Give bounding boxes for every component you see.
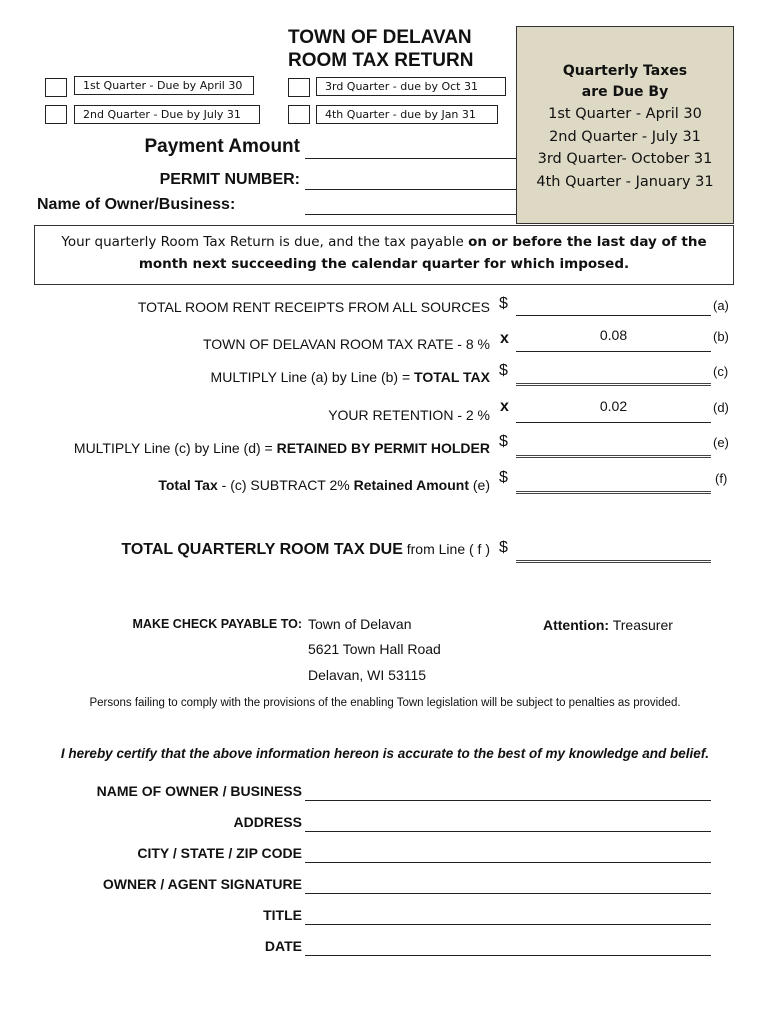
permit-number-label: PERMIT NUMBER: xyxy=(159,171,300,188)
sig-title-label: TITLE xyxy=(263,907,302,923)
notice-bold-2: month next succeeding the calendar quarter for which imposed. xyxy=(138,256,630,272)
line-c-letter: (c) xyxy=(713,364,729,379)
payable-street: 5621 Town Hall Road xyxy=(308,641,441,657)
line-b-value: 0.08 xyxy=(599,327,628,343)
q4-label: 4th Quarter - due by Jan 31 xyxy=(316,105,498,124)
q2-label: 2nd Quarter - Due by July 31 xyxy=(74,105,260,124)
q1-label: 1st Quarter - Due by April 30 xyxy=(74,76,254,95)
due-line-4: 4th Quarter - January 31 xyxy=(536,173,714,190)
payable-city: Delavan, WI 53115 xyxy=(308,667,427,683)
q2-checkbox[interactable] xyxy=(45,105,67,124)
sig-owner-business-field[interactable] xyxy=(305,800,711,801)
payable-label: MAKE CHECK PAYABLE TO: xyxy=(132,617,302,631)
line-d-label: YOUR RETENTION - 2 % xyxy=(328,407,490,423)
certify-text: I hereby certify that the above information hereon is accurate to the best of my knowledge and belief. xyxy=(60,746,710,761)
sig-title-field[interactable] xyxy=(305,924,711,925)
sig-owner-business-label: NAME OF OWNER / BUSINESS xyxy=(96,783,302,799)
total-due-dollar: $ xyxy=(499,539,508,556)
line-d-x: x xyxy=(500,398,509,415)
line-c-field[interactable] xyxy=(516,383,711,386)
notice-bold-1: on or before the last day of the xyxy=(468,234,707,250)
sig-date-label: DATE xyxy=(264,938,302,954)
attention: Attention: Treasurer xyxy=(543,617,673,633)
q3-label: 3rd Quarter - due by Oct 31 xyxy=(316,77,506,96)
line-d-value: 0.02 xyxy=(599,398,628,414)
due-dates-box xyxy=(516,26,734,224)
line-e-label: MULTIPLY Line (c) by Line (d) = RETAINED BY PERMIT HOLDER xyxy=(73,440,490,456)
due-notice xyxy=(34,225,734,285)
sig-signature-field[interactable] xyxy=(305,893,711,894)
line-f-dollar: $ xyxy=(499,469,508,486)
notice-plain: Your quarterly Room Tax Return is due, and the tax payable xyxy=(61,234,469,250)
payment-amount-field[interactable] xyxy=(305,158,516,159)
form-title xyxy=(288,26,473,72)
q4-checkbox[interactable] xyxy=(288,105,310,124)
line-e-dollar: $ xyxy=(499,433,508,450)
line-e-letter: (e) xyxy=(713,435,729,450)
sig-city-state-zip-label: CITY / STATE / ZIP CODE xyxy=(137,845,302,861)
line-d-field[interactable] xyxy=(516,422,711,423)
line-b-field[interactable] xyxy=(516,351,711,352)
line-f-letter: (f) xyxy=(715,471,728,486)
total-due-field[interactable] xyxy=(516,560,711,563)
due-line-1: 1st Quarter - April 30 xyxy=(548,106,702,122)
payment-amount-label: Payment Amount xyxy=(144,136,300,157)
line-a-letter: (a) xyxy=(713,298,729,313)
q1-checkbox[interactable] xyxy=(45,78,67,97)
due-line-2: 2nd Quarter - July 31 xyxy=(549,128,701,145)
total-due-label: TOTAL QUARTERLY ROOM TAX DUE from Line ( f ) xyxy=(121,541,490,558)
sig-address-label: ADDRESS xyxy=(233,814,302,830)
line-b-label: TOWN OF DELAVAN ROOM TAX RATE - 8 % xyxy=(202,336,490,352)
line-a-label: TOTAL ROOM RENT RECEIPTS FROM ALL SOURCES xyxy=(137,299,490,315)
penalty-text: Persons failing to comply with the provisions of the enabling Town legislation will be subject to penalties as provided. xyxy=(89,697,681,709)
title-line-1: TOWN OF DELAVAN xyxy=(288,27,472,48)
permit-number-field[interactable] xyxy=(305,189,516,190)
line-c-label: MULTIPLY Line (a) by Line (b) = TOTAL TAX xyxy=(210,369,490,385)
sig-date-field[interactable] xyxy=(305,955,711,956)
line-f-field[interactable] xyxy=(516,491,711,494)
line-a-dollar: $ xyxy=(499,295,508,312)
payable-name: Town of Delavan xyxy=(308,616,412,632)
line-b-letter: (b) xyxy=(713,329,729,344)
line-d-letter: (d) xyxy=(713,400,729,415)
line-b-x: x xyxy=(500,330,509,347)
sig-signature-label: OWNER / AGENT SIGNATURE xyxy=(102,876,302,892)
title-line-2: ROOM TAX RETURN xyxy=(288,50,474,71)
sig-address-field[interactable] xyxy=(305,831,711,832)
line-e-field[interactable] xyxy=(516,455,711,458)
sig-city-state-zip-field[interactable] xyxy=(305,862,711,863)
line-c-dollar: $ xyxy=(499,362,508,379)
due-line-3: 3rd Quarter- October 31 xyxy=(537,151,713,167)
q3-checkbox[interactable] xyxy=(288,78,310,97)
owner-business-label: Name of Owner/Business: xyxy=(37,196,236,213)
line-a-field[interactable] xyxy=(516,315,711,316)
due-heading-1: Quarterly Taxes xyxy=(562,63,688,79)
line-f-label: Total Tax - (c) SUBTRACT 2% Retained Amount (e) xyxy=(158,477,490,493)
owner-business-field[interactable] xyxy=(305,214,516,215)
due-heading-2: are Due By xyxy=(581,84,669,100)
